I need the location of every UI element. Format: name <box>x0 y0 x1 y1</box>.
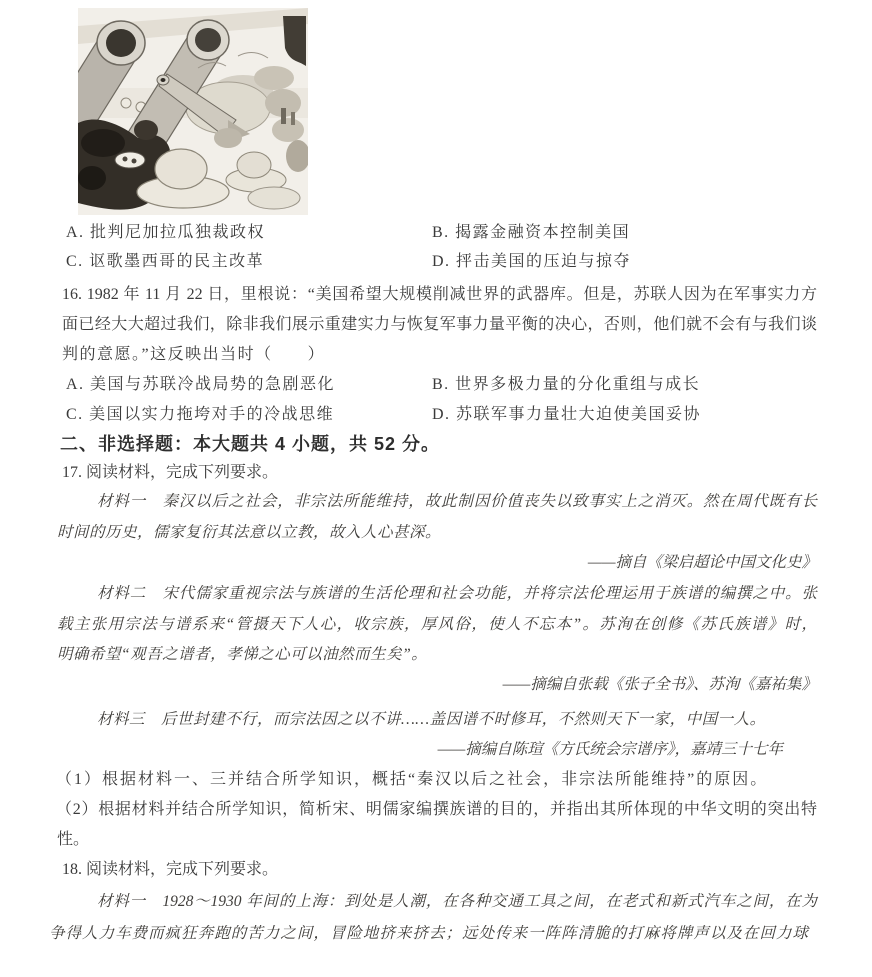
q16-option-d: D. 苏联军事力量壮大迫使美国妥协 <box>432 406 702 423</box>
q17-material-3-line-1: 材料三 后世封建不行，而宗法因之以不讲……盖因谱不时修耳，不然则天下一家，中国一人。 <box>97 711 766 728</box>
q17-material-2-source: ——摘编自张载《张子全书》、苏洵《嘉祐集》 <box>502 676 817 693</box>
q17-material-1-line-2: 时间的历史，儒家复衍其法意以立教，故入人心甚深。 <box>57 524 442 541</box>
q17-subquestion-2-line-2: 性。 <box>57 831 90 848</box>
q15-option-b: B. 揭露金融资本控制美国 <box>432 224 631 241</box>
q17-material-2-line-2: 载主张用宗法与谱系来“管摄天下人心，收宗族，厚风俗，使人不忘本”。苏洵在创修《苏氏族谱》时， <box>57 616 817 633</box>
section-2-header: 二、非选择题：本大题共 4 小题，共 52 分。 <box>60 434 441 454</box>
q15-cartoon-figure <box>78 8 308 215</box>
q16-stem-line-3: 判的意愿。”这反映出当时（ ） <box>62 346 326 363</box>
cannon-mural-image <box>78 8 308 215</box>
q15-option-a: A. 批判尼加拉瓜独裁政权 <box>66 224 266 241</box>
q18-material-1-line-2: 争得人力车费而疯狂奔跑的苦力之间，冒险地挤来挤去；远处传来一阵阵清脆的打麻将牌声以及在回力球 <box>49 925 808 942</box>
q17-material-2-line-1: 材料二 宋代儒家重视宗法与族谱的生活伦理和社会功能，并将宗法伦理运用于族谱的编撰之中。张 <box>97 585 817 602</box>
q15-option-d: D. 抨击美国的压迫与掠夺 <box>432 253 632 270</box>
q17-material-1-line-1: 材料一 秦汉以后之社会，非宗法所能维持，故此制因价值丧失以致事实上之消灭。然在周代既有长 <box>97 493 817 510</box>
q16-option-b: B. 世界多极力量的分化重组与成长 <box>432 376 701 393</box>
q17-material-3-source: ——摘编自陈瑄《方氏统会宗谱序》，嘉靖三十七年 <box>437 741 783 758</box>
q16-stem-line-2: 面已经大大超过我们，除非我们展示重建实力与恢复军事力量平衡的决心，否则，他们就不会有与我们谈 <box>62 316 817 333</box>
q18-material-1-line-1: 材料一 1928～1930 年间的上海：到处是人潮，在各种交通工具之间，在老式和新式汽车之间，在为 <box>97 893 817 910</box>
q17-subquestion-1: （1）根据材料一、三并结合所学知识，概括“秦汉以后之社会，非宗法所能维持”的原因。 <box>56 771 769 788</box>
q16-option-c: C. 美国以实力拖垮对手的冷战思维 <box>66 406 335 423</box>
q17-material-2-line-3: 明确希望“观吾之谱者，孝悌之心可以油然而生矣”。 <box>57 646 428 663</box>
q17-subquestion-2-line-1: （2）根据材料并结合所学知识，简析宋、明儒家编撰族谱的目的，并指出其所体现的中华文明的突出特 <box>56 801 817 818</box>
q17-intro: 17. 阅读材料，完成下列要求。 <box>62 464 279 481</box>
q16-option-a: A. 美国与苏联冷战局势的急剧恶化 <box>66 376 336 393</box>
q18-intro: 18. 阅读材料，完成下列要求。 <box>62 861 279 878</box>
q17-material-1-source: ——摘自《梁启超论中国文化史》 <box>587 554 817 571</box>
q15-option-c: C. 讴歌墨西哥的民主改革 <box>66 253 265 270</box>
q16-stem-line-1: 16. 1982 年 11 月 22 日，里根说：“美国希望大规模削减世界的武器库。但是，苏联人因为在军事实力方 <box>62 286 817 303</box>
